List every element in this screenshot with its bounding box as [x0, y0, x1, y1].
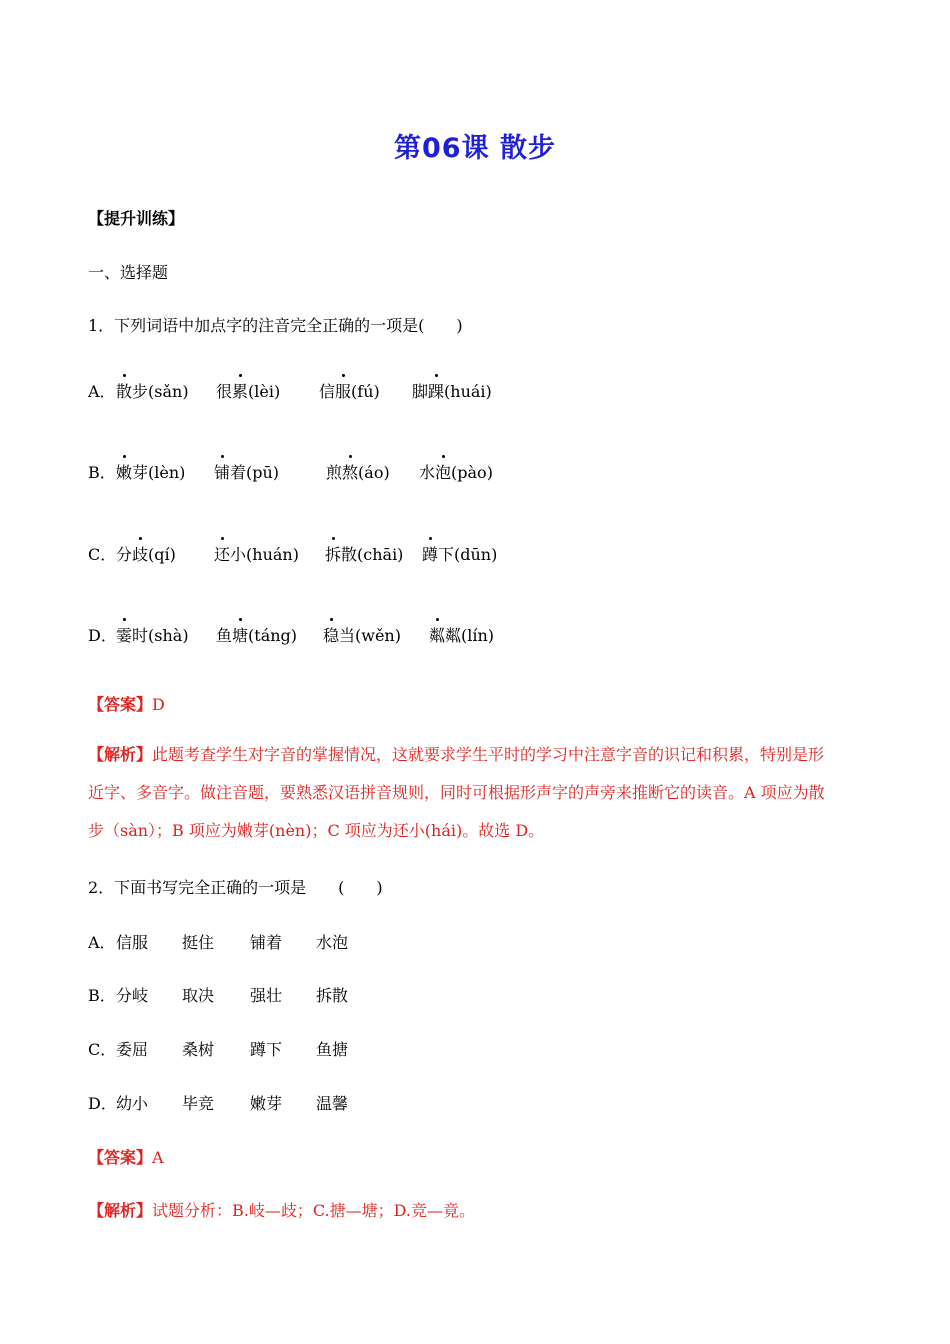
part-heading: 一、选择题	[88, 263, 169, 282]
option-word: 很累(lèi)	[216, 379, 280, 402]
q2-stem: 2．下面书写完全正确的一项是 ( )	[88, 878, 383, 897]
option-word: 铺着	[250, 933, 283, 952]
option-word: 信服(fú)	[319, 379, 380, 402]
option-word: 分歧(qí)	[116, 542, 176, 565]
option-word: 鱼塘(táng)	[216, 623, 297, 646]
option-word: 温馨	[316, 1094, 349, 1113]
option-word: 蹲下(dūn)	[422, 542, 497, 565]
option-word: 幼小	[116, 1094, 149, 1113]
option-word: 毕竞	[182, 1094, 215, 1113]
option-word: 分岐	[116, 986, 149, 1005]
option-word: 水泡(pào)	[419, 460, 493, 483]
option-label: C．	[88, 1040, 117, 1059]
answer-tag: 【答案】	[88, 1148, 153, 1167]
section-tag: 【提升训练】	[88, 209, 185, 228]
option-word: 鱼搪	[316, 1040, 349, 1059]
option-word: 散步(sǎn)	[116, 379, 189, 402]
option-label: B．	[88, 986, 116, 1005]
option-word: 水泡	[316, 933, 349, 952]
q2-answer	[88, 1145, 164, 1168]
option-word: 取决	[182, 986, 215, 1005]
option-word: 稳当(wěn)	[323, 623, 401, 646]
option-label: B．	[88, 463, 116, 482]
option-word: 蹲下	[250, 1040, 283, 1059]
option-word: 挺住	[182, 933, 215, 952]
option-word: 信服	[116, 933, 149, 952]
option-word: 强壮	[250, 986, 283, 1005]
q1-analysis: 【解析】此题考查学生对字音的掌握情况，这就要求学生平时的学习中注意字音的识记和积累，特别是形 近字、多音字。做注音题，要熟悉汉语拼音规则，同时可根据形声字的声旁来推断它的读音。A 项应为散 步（sàn）；B 项应为嫩芽(nèn)；C 项应为还小(hái)。故选 D。	[88, 745, 825, 840]
q2-analysis: 【解析】试题分析：B.岐—歧；C.搪—塘；D.竞—竟。	[88, 1201, 475, 1220]
analysis-tag: 【解析】	[88, 1201, 153, 1220]
option-word: 霎时(shà)	[116, 623, 189, 646]
option-word: 桑树	[182, 1040, 215, 1059]
option-label: D．	[88, 1094, 117, 1113]
answer-value: D	[152, 695, 165, 714]
option-word: 煎熬(áo)	[326, 460, 390, 483]
option-label: D．	[88, 626, 117, 645]
option-word: 嫩芽	[250, 1094, 283, 1113]
page-title: 第06课 散步	[394, 133, 556, 164]
option-word: 脚踝(huái)	[412, 379, 492, 402]
q1-answer	[88, 692, 165, 715]
option-word: 铺着(pū)	[214, 460, 279, 483]
answer-value: A	[152, 1148, 164, 1167]
option-word: 拆散	[316, 986, 349, 1005]
option-word: 拆散(chāi)	[325, 542, 403, 565]
option-word: 委屈	[116, 1040, 149, 1059]
q1-stem: 1．下列词语中加点字的注音完全正确的一项是( )	[88, 316, 463, 335]
option-label: C．	[88, 545, 117, 564]
analysis-tag: 【解析】	[88, 745, 153, 764]
option-word: 粼粼(lín)	[429, 623, 494, 646]
answer-tag: 【答案】	[88, 695, 153, 714]
option-word: 嫩芽(lèn)	[116, 460, 185, 483]
option-label: A．	[88, 933, 116, 952]
option-word: 还小(huán)	[214, 542, 299, 565]
option-label: A．	[88, 382, 116, 401]
